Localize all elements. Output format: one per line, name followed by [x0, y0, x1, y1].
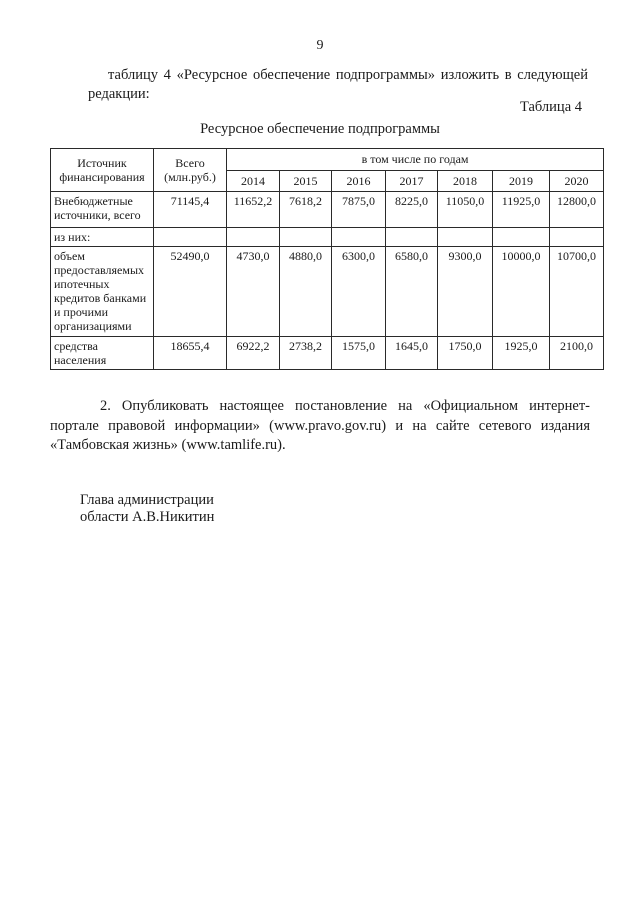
- header-source: Источник финансирования: [51, 149, 154, 192]
- row-total: 18655,4: [154, 337, 227, 370]
- table-row: [51, 192, 604, 228]
- signature-block: [80, 492, 214, 526]
- row-value: 1645,0: [386, 337, 438, 370]
- table-title: Ресурсное обеспечение подпрограммы: [200, 121, 440, 137]
- row-value: 4730,0: [227, 247, 280, 337]
- intro-line-1: таблицу 4 «Ресурсное обеспечение подпрограммы» изложить в следующей: [108, 67, 588, 83]
- row-value: 6300,0: [332, 247, 386, 337]
- row-source: объем предоставляемых ипотечных кредитов банками и прочими организациями: [51, 247, 154, 337]
- row-value: 2738,2: [280, 337, 332, 370]
- intro-line-2: редакции:: [88, 86, 150, 102]
- header-year: 2018: [438, 170, 493, 192]
- row-value: 10000,0: [493, 247, 550, 337]
- signature-line-2: области А.В.Никитин: [80, 509, 215, 525]
- row-value: 11925,0: [493, 192, 550, 228]
- intro-paragraph: [88, 66, 588, 104]
- page-number: 9: [316, 38, 324, 53]
- row-value: 9300,0: [438, 247, 493, 337]
- row-source: средства населения: [51, 337, 154, 370]
- row-total: 52490,0: [154, 247, 227, 337]
- row-source: из них:: [51, 228, 154, 247]
- publication-paragraph: 2. Опубликовать настоящее постановление на «Официальном интернет-портале правовой информации» (www.pravo.gov.ru) и на сайте сетевого издания «Тамбовская жизнь» (www.tamlife.ru).: [50, 398, 590, 453]
- row-value: 1750,0: [438, 337, 493, 370]
- row-value: 6922,2: [227, 337, 280, 370]
- header-year: 2017: [386, 170, 438, 192]
- header-year: 2016: [332, 170, 386, 192]
- signature-line-1: Глава администрации: [80, 492, 214, 508]
- header-years-group: в том числе по годам: [227, 149, 604, 171]
- row-value: 4880,0: [280, 247, 332, 337]
- header-total: Всего (млн.руб.): [154, 149, 227, 192]
- row-value: 2100,0: [550, 337, 604, 370]
- table-row: [51, 228, 604, 247]
- row-total: 71145,4: [154, 192, 227, 228]
- header-year: 2020: [550, 170, 604, 192]
- row-value: 1575,0: [332, 337, 386, 370]
- row-value: 11050,0: [438, 192, 493, 228]
- row-value: 12800,0: [550, 192, 604, 228]
- table-caption: Таблица 4: [519, 99, 582, 115]
- row-value: 8225,0: [386, 192, 438, 228]
- header-year: 2014: [227, 170, 280, 192]
- row-value: 10700,0: [550, 247, 604, 337]
- row-value: 6580,0: [386, 247, 438, 337]
- header-year: 2019: [493, 170, 550, 192]
- table-header-row: [51, 149, 604, 171]
- table-row: [51, 337, 604, 370]
- row-value: 11652,2: [227, 192, 280, 228]
- resource-table: [50, 148, 604, 370]
- table-row: [51, 247, 604, 337]
- row-value: 1925,0: [493, 337, 550, 370]
- row-value: 7875,0: [332, 192, 386, 228]
- header-year: 2015: [280, 170, 332, 192]
- row-source: Внебюджетные источники, всего: [51, 192, 154, 228]
- row-value: 7618,2: [280, 192, 332, 228]
